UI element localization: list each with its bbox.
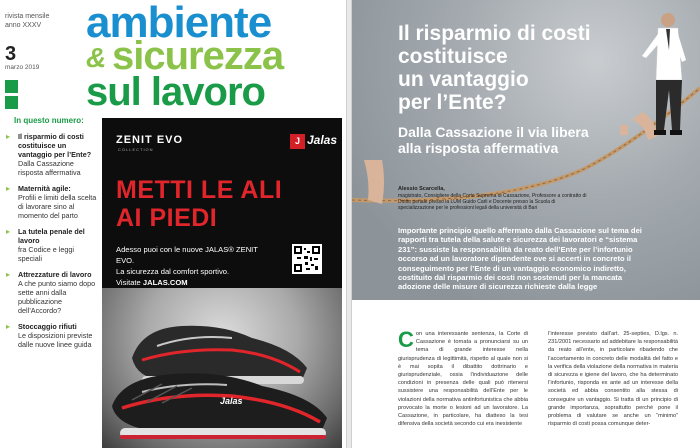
article-page bbox=[352, 0, 700, 448]
masthead-ampersand: & bbox=[86, 42, 107, 73]
businessman-illustration bbox=[638, 10, 688, 170]
toc-item[interactable] bbox=[6, 184, 98, 220]
jalas-advertisement[interactable] bbox=[102, 118, 342, 448]
headline-line: Il risparmio di costi bbox=[398, 22, 591, 45]
headline-line: per l’Ente? bbox=[398, 91, 507, 114]
chevron-right-icon: ▸ bbox=[6, 132, 11, 141]
toc-item-title: La tutela penale del lavoro bbox=[18, 227, 85, 245]
subheadline-line: Dalla Cassazione il via libera bbox=[398, 124, 589, 140]
toc-item-text: Profili e limiti della scelta di lavorare sino al momento del parto bbox=[18, 193, 97, 220]
article-subheadline bbox=[398, 124, 589, 156]
jalas-logo-icon: J bbox=[290, 134, 305, 149]
safety-shoes-illustration bbox=[102, 288, 342, 448]
masthead-sicurezza: sicurezza bbox=[112, 34, 284, 78]
article-column-2 bbox=[548, 330, 678, 428]
toc-item[interactable] bbox=[6, 132, 98, 177]
article-headline bbox=[398, 22, 591, 114]
ad-visit-text: Visitate bbox=[116, 278, 141, 287]
meta-year: anno XXXV bbox=[5, 22, 42, 29]
toc-item-text: Le disposizioni previste dalle nuove linee guida bbox=[18, 331, 93, 349]
ad-brand-sub: COLLECTION bbox=[118, 147, 154, 152]
author-name: Alessio Scarcella, bbox=[398, 186, 445, 192]
toc-item-text: fra Codice e leggi speciali bbox=[18, 245, 74, 263]
column-text: l’interesse previsto dall’art. 25-septies, D.lgs. n. 231/2001 necessario ad addebitare la responsabilità da reato all’ente, in particolare ribadendo che l’accertamento in concreto delle modalità del fatto e la verifica della violazione della normativa in materia di sicurezza e igiene del lavoro, che ha determinato l’infortunio, risponda ex ante ad un interesse della società ed abbia consentito alla stessa di conseguire un vantaggio. Si tratta di un principio di grande importanza, soprattutto perché pone il problema di valutare se anche un “minimo” risparmio di costi possa comunque deter- bbox=[548, 331, 678, 428]
toc-item-title: Attrezzature di lavoro bbox=[18, 270, 92, 279]
ad-brand: ZENIT EVO bbox=[116, 134, 184, 146]
article-column-1 bbox=[398, 327, 528, 428]
ad-body-line: La sicurezza dal comfort sportivo. bbox=[116, 267, 230, 276]
ad-slogan-line: METTI LE ALI bbox=[116, 176, 283, 204]
ad-shoes-photo bbox=[102, 288, 342, 448]
qr-code-icon[interactable] bbox=[292, 244, 322, 274]
meta-frequency: rivista mensile bbox=[5, 13, 50, 20]
dropcap: C bbox=[398, 327, 414, 352]
toc-item-title: Maternità agile: bbox=[18, 184, 71, 193]
toc-item-title: Il risparmio di costi costituisce un vantaggio per l’Ente? bbox=[18, 132, 92, 159]
green-square-decoration bbox=[5, 96, 18, 109]
cover-meta bbox=[5, 12, 49, 30]
masthead-sul-lavoro: sul lavoro bbox=[86, 70, 265, 114]
cover-page bbox=[0, 0, 346, 448]
toc-heading: In questo numero: bbox=[14, 116, 84, 125]
ad-body-line bbox=[116, 277, 276, 288]
author-box bbox=[398, 186, 588, 211]
toc-item[interactable] bbox=[6, 270, 98, 315]
ad-slogan bbox=[116, 176, 282, 232]
chevron-right-icon: ▸ bbox=[6, 270, 11, 279]
issue-number: 3 bbox=[5, 43, 17, 65]
chevron-right-icon: ▸ bbox=[6, 322, 11, 331]
subheadline-line: alla risposta affermativa bbox=[398, 140, 559, 156]
issue-month: marzo 2019 bbox=[5, 64, 40, 71]
ad-website-link[interactable]: JALAS.COM bbox=[142, 278, 188, 287]
headline-line: un vantaggio bbox=[398, 68, 529, 91]
masthead-ambiente: ambiente bbox=[86, 0, 272, 47]
shoe-brand-label: Jalas bbox=[220, 396, 243, 406]
author-bio: magistrato, Consigliere della Corte Suprema di Cassazione, Professore a contratto di Diritto penale presso la LUM Guido Carli e Docente presso la Scuola di specializzazione per le professioni legali della università di Bari bbox=[398, 193, 587, 211]
toc-item[interactable] bbox=[6, 322, 98, 349]
headline-line: costituisce bbox=[398, 45, 508, 68]
toc-item-text: A che punto siamo dopo sette anni dalla pubblicazione dell’Accordo? bbox=[18, 279, 96, 315]
toc-list bbox=[6, 132, 98, 356]
ad-body bbox=[116, 244, 276, 288]
article-abstract: Importante principio quello affermato dalla Cassazione sul tema dei rapporti tra tutela della salute e sicurezza dei lavoratori e “sistema 231”: sussiste la responsabilità da reato dell’Ente per l’infortunio occorso ad un lavoratore dipendente ove si accerti in concreto il conseguimento per l’Ente di un vantaggio economico indiretto, costituito dal risparmio dei costi non sostenuti per la mancata adozione delle misure di sicurezza richieste dalla legge bbox=[398, 226, 642, 292]
ad-body-line: Adesso puoi con le nuove JALAS® ZENIT EVO. bbox=[116, 245, 258, 265]
chevron-right-icon: ▸ bbox=[6, 184, 11, 193]
ad-slogan-line: AI PIEDI bbox=[116, 204, 218, 232]
toc-item-title: Stoccaggio rifiuti bbox=[18, 322, 77, 331]
toc-item-text: Dalla Cassazione risposta affermativa bbox=[18, 159, 81, 177]
green-square-decoration bbox=[5, 80, 18, 93]
toc-item[interactable] bbox=[6, 227, 98, 263]
column-text: on una interessante sentenza, la Corte di Cassazione è tornata a pronunciarsi su un tema di grande interesse nella giurisprudenza di legittimità, rispetto al quale non si è mai sopita il dibattito dottrinario e giurisprudenziale, ossia l’individuazione delle condizioni in presenza delle quali può ritenersi sussistere una responsabilità dell’Ente per le violazioni della normativa antinfortunistica che abbia provocato la morte o lesioni ad un lavoratore. La Cassazione, in particolare, ha diatteso la tesi difensiva della società secondo cui era inesistente bbox=[398, 331, 528, 428]
ad-logo: Jalas bbox=[307, 133, 338, 147]
chevron-right-icon: ▸ bbox=[6, 227, 11, 236]
qr-code-graphic bbox=[294, 246, 320, 272]
